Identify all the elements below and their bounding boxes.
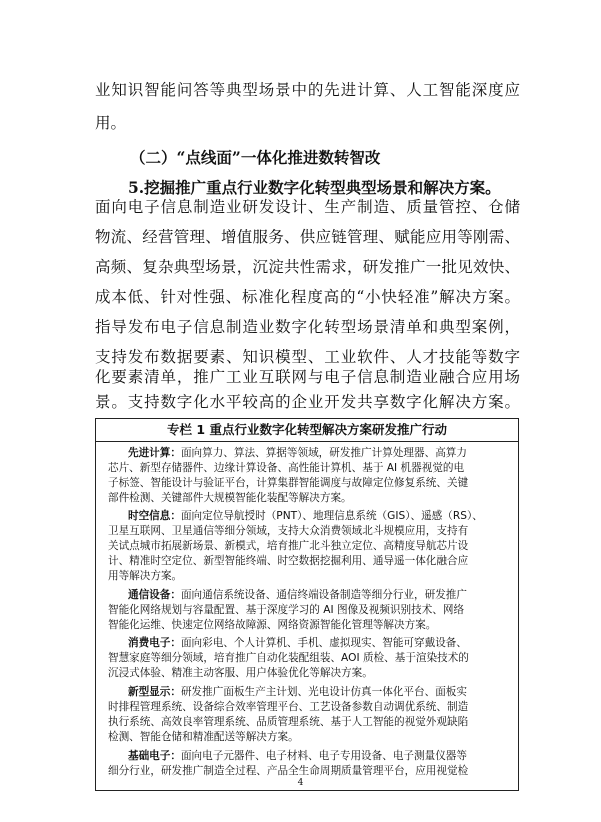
section-heading: （二）“点线面”一体化推进数转智改: [130, 148, 381, 167]
box-section-text: 面向电子元器件、电子材料、电子专用设备、电子测量仪器等: [180, 750, 467, 762]
box-section-text: 面向彩电、个人计算机、手机、虚拟现实、智能可穿戴设备、: [180, 637, 467, 649]
box-section-text: 面向通信系统设备、通信终端设备制造等细分行业，研发推广: [180, 589, 467, 601]
column-box: [95, 418, 519, 791]
box-line: 子标签、智能设计与验证平台，计算集群智能调度与故障定位修复系统、关键: [108, 477, 469, 489]
paragraph-line: 景。支持数字化水平较高的企业开发共享数字化解决方案。: [95, 393, 520, 411]
body-line-1: 业知识智能问答等典型场景中的先进计算、人工智能深度应: [95, 81, 520, 99]
box-line: [128, 685, 526, 699]
box-line: 关试点城市拓展新场景、新模式，培育推广北斗独立定位、高精度导航芯片设: [108, 540, 469, 552]
box-line: 细分行业，研发推广制造全过程、产品全生命周期质量管理平台，应用视觉检: [108, 765, 469, 777]
box-line: 卫星互联网、卫星通信等细分领域，支持大众消费领域北斗规模应用，支持有: [108, 525, 469, 537]
box-line: [128, 588, 526, 602]
box-line: 智能化网络规划与容量配置、基于深度学习的 AI 图像及视频识别技术、网络: [108, 604, 465, 616]
box-section-label: 新型显示：: [128, 686, 181, 698]
box-section-label: 时空信息：: [128, 510, 181, 522]
box-line: 计、精准时空定位、新型智能终端、时空数据挖掘利用、通导遥一体化融合应: [108, 555, 469, 567]
box-line: 芯片、新型存储器件、边缘计算设备、高性能计算机、基于 AI 机器视觉的电: [108, 462, 465, 474]
box-line: [128, 636, 526, 650]
paragraph-line: 面向电子信息制造业研发设计、生产制造、质量管控、仓储: [95, 198, 520, 216]
box-line: [128, 446, 526, 460]
box-section-label: 先进计算：: [128, 447, 181, 459]
box-line: 执行系统、高效良率管理系统、品质管理系统、基于人工智能的视觉外观缺陷: [108, 716, 469, 728]
box-section-label: 基础电子：: [128, 750, 181, 762]
box-line: 沉浸式体验、精准主动客服、用户体验优化等解决方案。: [108, 667, 373, 679]
paragraph-line: 支持发布数据要素、知识模型、工业软件、人才技能等数字: [95, 348, 520, 366]
box-line: 时排程管理系统、设备综合效率管理平台、工艺设备参数自动调优系统、制造: [108, 701, 469, 713]
paragraph-line: 高频、复杂典型场景，沉淀共性需求，研发推广一批见效快、: [95, 258, 520, 276]
box-line: 智能化运维、快速定位网络故障源、网络资源智能化管理等解决方案。: [108, 619, 437, 631]
page-number: 4: [297, 778, 304, 788]
box-section-text: 面向算力、算法、算据等领域，研发推广计算处理器、高算力: [180, 447, 467, 459]
box-section-text: 研发推广面板生产主计划、光电设计仿真一体化平台、面板实: [180, 686, 467, 698]
box-line: 用等解决方案。: [108, 570, 183, 582]
subsection-heading: 5.挖掘推广重点行业数字化转型典型场景和解决方案。: [128, 178, 501, 197]
box-line: 检测、智能仓储和精准配送等解决方案。: [108, 731, 299, 743]
box-line: 智慧家庭等细分领域，培育推广自动化装配组装、AOI 质检、基于渲染技术的: [108, 652, 469, 664]
box-section-label: 消费电子：: [128, 637, 181, 649]
paragraph-line: 物流、经营管理、增值服务、供应链管理、赋能应用等刚需、: [95, 228, 520, 246]
body-line-2: 用。: [95, 114, 127, 132]
box-section-text: 面向定位导航授时（PNT）、地理信息系统（GIS）、遥感（RS）、: [180, 510, 483, 522]
box-line: [128, 509, 526, 523]
box-line: 部件检测、关键部件大规模智能化装配等解决方案。: [108, 492, 352, 504]
box-section-label: 通信设备：: [128, 589, 181, 601]
paragraph-line: 化要素清单，推广工业互联网与电子信息制造业融合应用场: [95, 368, 520, 386]
column-box-title: 专栏 1 重点行业数字化转型解决方案研发推广行动: [96, 419, 518, 442]
paragraph-line: 指导发布电子信息制造业数字化转型场景清单和典型案例，: [95, 318, 520, 336]
box-line: [128, 749, 526, 763]
paragraph-line: 成本低、针对性强、标准化程度高的“小快轻准”解决方案。: [95, 288, 520, 306]
